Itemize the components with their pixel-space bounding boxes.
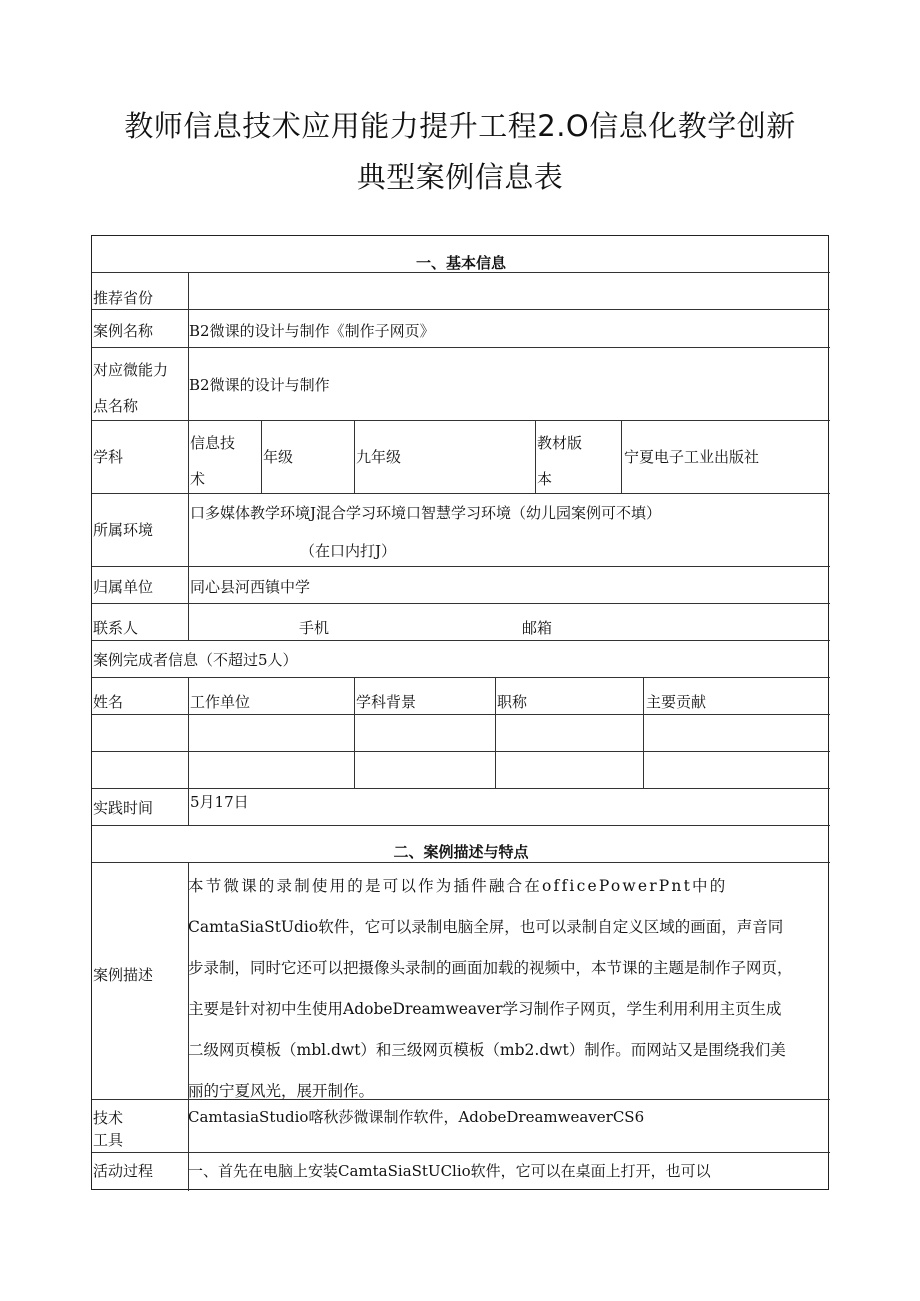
completers-header-subject-background: 学科背景 (356, 693, 417, 711)
unit-label: 归属单位 (93, 578, 154, 596)
completers-label: 案例完成者信息（不超过5人） (93, 651, 298, 669)
textbook-label-line-1: 教材版 (537, 434, 583, 452)
column-divider (535, 420, 536, 493)
unit-value: 同心县河西镇中学 (190, 578, 311, 596)
completers-header-name: 姓名 (93, 693, 124, 711)
environment-value-line-2: （在口内打J） (300, 542, 397, 560)
row-divider (92, 825, 830, 826)
row-divider (92, 420, 830, 421)
row-divider (92, 603, 830, 604)
subject-label: 学科 (93, 448, 124, 466)
row-divider (92, 714, 830, 715)
column-divider (188, 677, 189, 825)
practice-time-value: 5月17日 (190, 793, 249, 811)
micro-ability-label-line-2: 点名称 (93, 397, 139, 415)
column-divider (354, 677, 355, 788)
completers-header-title: 职称 (497, 693, 528, 711)
subject-value-line-2: 术 (190, 470, 206, 488)
process-value: 一、首先在电脑上安装CamtaSiaStUClio软件，它可以在桌面上打开，也可以 (188, 1162, 711, 1180)
column-divider (261, 420, 262, 493)
email-label: 邮箱 (522, 619, 553, 637)
textbook-label-line-2: 本 (537, 470, 553, 488)
description-line: 丽的宁夏风光，展开制作。 (188, 1082, 375, 1100)
document-title-line-1: 教师信息技术应用能力提升工程2.O信息化教学创新 (124, 109, 796, 143)
row-divider (92, 677, 830, 678)
tools-label-line-2: 工具 (93, 1131, 124, 1149)
case-name-label: 案例名称 (93, 322, 154, 340)
description-line: 二级网页模板（mbl.dwt）和三级网页模板（mb2.dwt）制作。而网站又是围绕我们美 (188, 1041, 786, 1059)
row-divider (92, 347, 830, 348)
description-line: 步录制，同时它还可以把摄像头录制的画面加载的视频中，本节课的主题是制作子网页， (188, 959, 793, 977)
phone-label: 手机 (299, 619, 330, 637)
completers-header-contribution: 主要贡献 (646, 693, 707, 711)
grade-value: 九年级 (356, 448, 402, 466)
row-divider (92, 493, 830, 494)
recommend-province-label: 推荐省份 (93, 289, 154, 307)
micro-ability-label-line-1: 对应微能力 (93, 361, 169, 379)
case-name-value: B2微课的设计与制作《制作子网页》 (189, 322, 435, 340)
row-divider (92, 566, 830, 567)
tools-label-line-1: 技术 (93, 1109, 124, 1127)
column-divider (354, 420, 355, 493)
grade-label: 年级 (263, 448, 294, 466)
section-heading-basic-info: 一、基本信息 (415, 254, 506, 272)
tools-value: CamtasiaStudio喀秋莎微课制作软件，AdobeDreamweaverCS6 (188, 1108, 645, 1126)
description-text (188, 866, 828, 1112)
textbook-value: 宁夏电子工业出版社 (624, 448, 760, 466)
micro-ability-value: B2微课的设计与制作 (189, 376, 330, 394)
process-label: 活动过程 (93, 1162, 154, 1180)
column-divider (495, 677, 496, 788)
subject-value-line-1: 信息技 (190, 434, 236, 452)
description-line: 本节微课的录制使用的是可以作为插件融合在officePowerPnt中的 (188, 877, 728, 895)
row-divider (92, 1152, 830, 1153)
description-line: 主要是针对初中生使用AdobeDreamweaver学习制作子网页，学生利用利用主页生成 (188, 1000, 782, 1018)
contact-label: 联系人 (93, 619, 139, 637)
row-divider (92, 751, 830, 752)
row-divider (92, 862, 830, 863)
description-label: 案例描述 (93, 966, 154, 984)
environment-value-line-1: 口多媒体教学环境J混合学习环境口智慧学习环境（幼儿园案例可不填） (190, 504, 662, 522)
document-title-line-2: 典型案例信息表 (356, 160, 564, 194)
practice-time-label: 实践时间 (93, 799, 154, 817)
completers-header-work-unit: 工作单位 (190, 693, 251, 711)
section-heading-case-description: 二、案例描述与特点 (393, 843, 529, 861)
column-divider (621, 420, 622, 493)
row-divider (92, 640, 830, 641)
row-divider (92, 309, 830, 310)
row-divider (92, 788, 830, 789)
column-divider (643, 677, 644, 788)
case-info-table (91, 235, 829, 1190)
environment-label: 所属环境 (93, 521, 154, 539)
description-line: CamtaSiaStUdio软件，它可以录制电脑全屏，也可以录制自定义区域的画面，声音同 (188, 918, 784, 936)
